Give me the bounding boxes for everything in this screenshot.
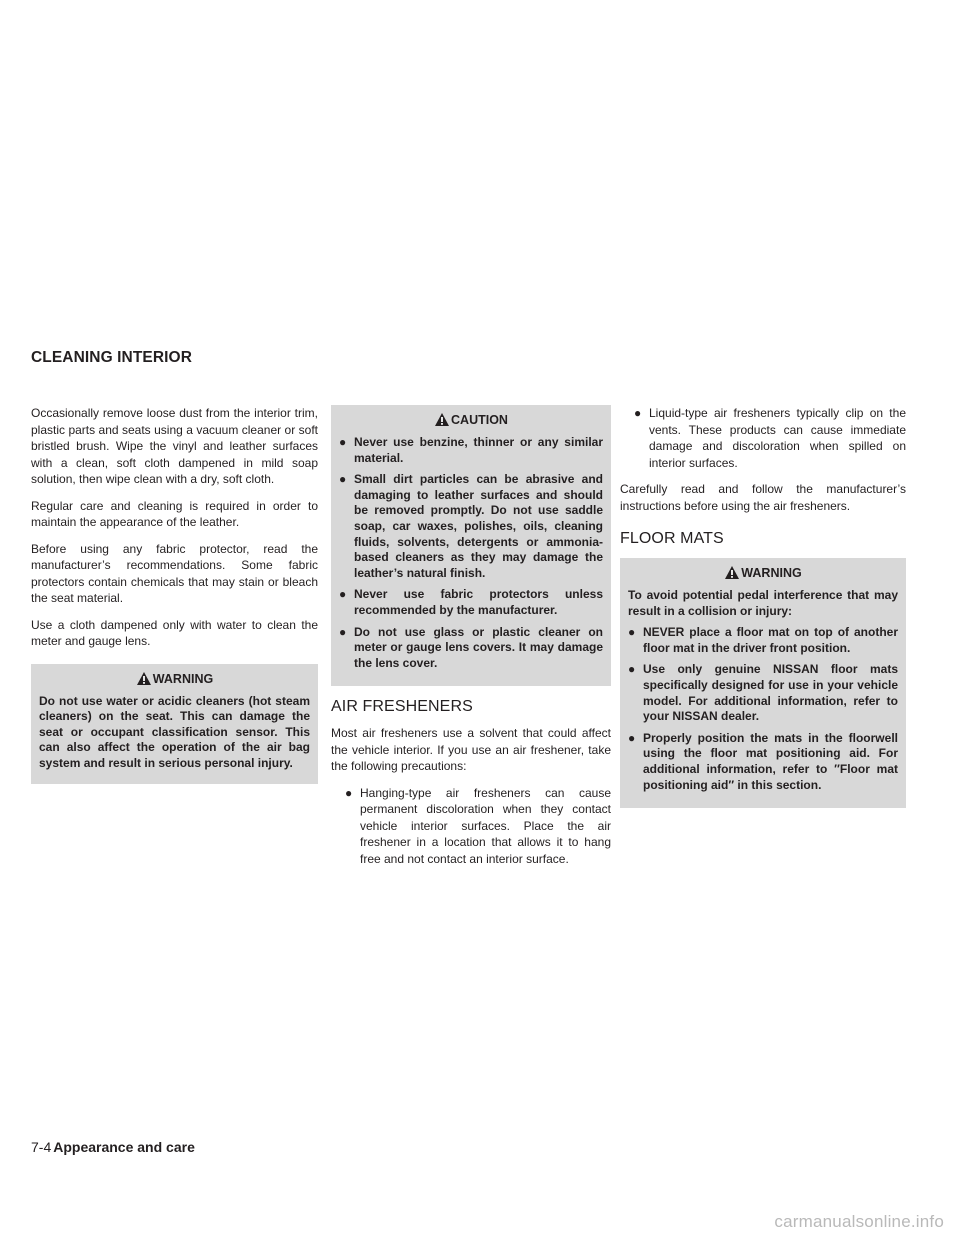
floor-mat-warning-list [628,625,898,793]
caution-header [339,405,603,435]
list-item [634,405,906,471]
warning-triangle-icon [434,412,450,427]
air-freshener-list-continued [620,405,906,471]
subheading-floor-mats: FLOOR MATS [620,530,724,547]
warning-header [628,558,898,588]
bullet: ● [339,435,347,449]
bullet: ● [345,785,353,800]
column-1 [31,405,318,796]
paragraph: Most air fresheners use a solvent that could affect the vehicle interior. If you use an air freshener, take the following precautions: [331,726,611,774]
list-item [339,587,603,618]
paragraph: Use a cloth dampened only with water to clean the meter and gauge lens. [31,617,318,648]
list-item-text: Liquid-type air fresheners typically clip on the vents. These products can cause immediate damage and discoloration when spilled on interior surfaces. [649,406,906,470]
caution-list [339,435,603,671]
paragraph: Before using any fabric protector, read the manufacturer’s recommendations. Some fabric protectors contain chemicals that may stain or bleach the seat material. [31,541,318,605]
list-item [628,731,898,793]
bullet: ● [628,662,636,677]
list-item [345,785,611,868]
bullet: ● [634,406,642,420]
page-number: 7-4 [31,1139,52,1155]
list-item-text: Never use benzine, thinner or any similar material. [354,435,603,465]
air-freshener-list [331,785,611,868]
bullet: ● [339,587,347,602]
warning-box [31,664,318,785]
bullet: ● [339,624,347,639]
list-item-text: Small dirt particles can be abrasive and damaging to leather surfaces and should be removed promptly. Do not use saddle soap, car waxes, polishes, oils, cleaning fluids, solvents, detergents or ammonia-based cleaners as they may damage the leather’s natural finish. [354,472,603,580]
list-item-text: Never use fabric protectors unless recommended by the manufacturer. [354,587,603,617]
list-item-text: Do not use glass or plastic cleaner on meter or gauge lens covers. It may damage the lens cover. [354,624,603,670]
list-item-text: Use only genuine NISSAN floor mats specifically designed for use in your vehicle model. For additional information, refer to your NISSAN dealer. [643,662,898,724]
list-item-text: NEVER place a floor mat on top of another floor mat in the driver front position. [643,625,898,655]
list-item-text: Properly position the mats in the floorwell using the floor mat positioning aid. For additional information, refer to ″Floor mat positioning aid″ in this section. [643,730,898,792]
warning-header [39,664,310,694]
watermark[interactable]: carmanualsonline.info [774,1212,944,1231]
bullet: ● [628,625,636,640]
subheading-air-fresheners: AIR FRESHENERS [331,698,473,716]
page-footer [31,1139,195,1155]
warning-triangle-icon [724,565,740,580]
list-item [628,625,898,656]
warning-title: WARNING [152,671,214,686]
warning-box [620,558,906,808]
bullet: ● [339,472,347,487]
warning-triangle-icon [136,671,152,686]
caution-title: CAUTION [451,413,508,427]
paragraph: Regular care and cleaning is required in order to maintain the appearance of the leather. [31,498,318,529]
warning-title: WARNING [741,566,802,580]
column-2 [331,405,611,877]
chapter-name: Appearance and care [53,1139,195,1155]
warning-text: Do not use water or acidic cleaners (hot steam cleaners) on the seat. This can damage the seat or occupant classification sensor. This can also affect the operation of the air bag system and result in serious personal injury. [39,693,310,770]
warning-intro: To avoid potential pedal interference that may result in a collision or injury: [628,588,898,618]
list-item [339,472,603,581]
paragraph: Occasionally remove loose dust from the interior trim, plastic parts and seats using a vacuum cleaner or soft bristled brush. Wipe the vinyl and leather surfaces with a clean, soft cloth dampened in mild soap solution, then wipe clean with a dry, soft cloth. [31,406,318,486]
list-item [339,435,603,466]
list-item-text: Hanging-type air fresheners can cause permanent discoloration when they contact vehicle interior surfaces. Place the air freshener in a location that allows it to hang free and not contact an interior surface. [360,785,611,866]
caution-box [331,405,611,686]
column-3 [620,405,906,820]
list-item [339,625,603,672]
paragraph: Carefully read and follow the manufacturer’s instructions before using the air fresheners. [620,482,906,513]
bullet: ● [628,730,636,745]
list-item [628,662,898,724]
section-title: CLEANING INTERIOR [31,349,193,366]
